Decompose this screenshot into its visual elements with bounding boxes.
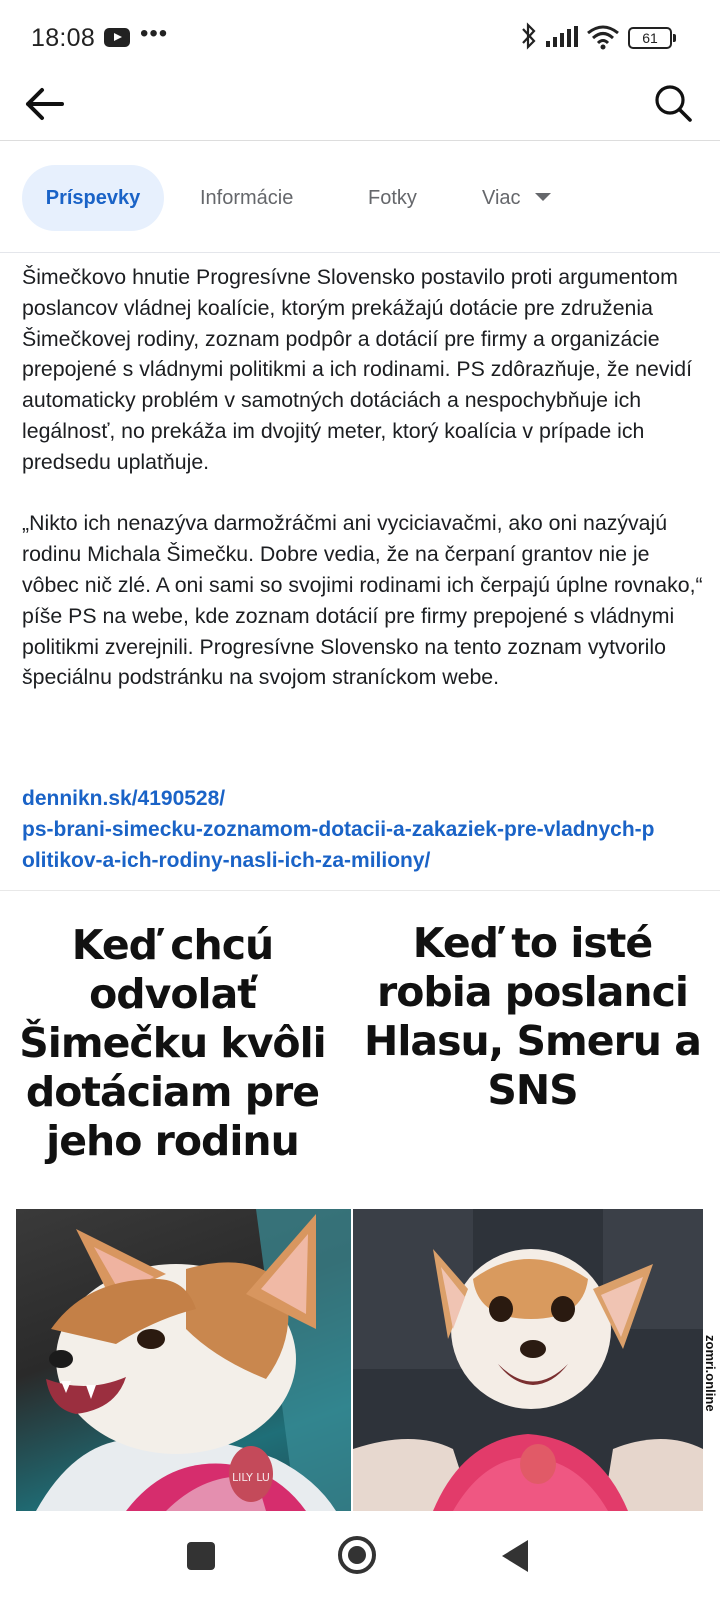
wifi-icon [586,24,620,50]
status-bar [0,0,720,78]
smiling-chihuahua-illustration [353,1209,703,1511]
angry-dog-photo [16,1209,351,1511]
tab-info[interactable]: Informácie [200,187,294,209]
youtube-icon [104,28,130,47]
tab-more-label: Viac [482,187,521,209]
back-triangle-icon[interactable] [502,1540,528,1572]
post-paragraph: Šimečkovo hnutie Progresívne Slovensko postavilo proti argumentom poslancov vládnej koalície, ktorým prekážajú dotácie pre združenia Šimečkovej rodiny, zoznam podpôr a dotácií pre firmy a organizácie prepojené s vládnymi politikmi a ich rodinami. PS zdôrazňuje, že nevidí automaticky problém v samotných dotáciách a nespochybňuje ich legálnosť, no prekáža im dvojitý meter, ktorý koalícia v prípade ich predsedu uplatňuje. [22,265,692,474]
signal-icon [546,26,580,48]
angry-chihuahua-illustration [16,1209,351,1511]
tab-more[interactable] [482,165,551,231]
arrow-left-icon[interactable] [22,82,68,126]
chevron-down-icon [535,193,551,201]
more-dots-icon: ••• [140,20,169,47]
link-line: olitikov-a-ich-rodiny-nasli-ich-za-miliony/ [22,848,431,872]
tab-posts[interactable]: Príspevky [22,165,164,231]
profile-tabs [0,141,720,253]
dog-tag-text: LILY LU [232,1471,270,1484]
smiling-dog-photo [353,1209,703,1511]
page-header [0,78,720,141]
post-paragraph: „Nikto ich nenazýva darmožráčmi ani vyciciavačmi, ako oni nazývajú rodinu Michala Šimečku. Dobre vedia, že na čerpaní grantov nie je vôbec nič zlé. A oni sami so svojimi rodinami ich čerpajú úplne rovnako,“ píše PS na webe, kde zoznam dotácií pre firmy prepojené s vládnymi politikmi zverejnili. Progresívne Slovensko na tento zoznam vytvorilo špeciálnu podstránku na svojom straníckom webe. [22,511,703,690]
battery-icon: 61 [628,27,672,49]
home-circle-icon[interactable] [338,1536,376,1574]
status-time: 18:08 [31,24,96,52]
post-body [22,262,712,693]
watermark: zomri.online [703,1335,718,1412]
post-link[interactable] [22,784,720,876]
search-icon[interactable] [652,82,694,124]
link-line: dennikn.sk/4190528/ [22,787,226,810]
system-nav-bar [0,1520,720,1600]
meme-caption-left: Keď chcú odvolať Šimečku kvôli dotáciam pre jeho rodinu [19,921,326,1165]
tab-photos[interactable]: Fotky [368,187,417,209]
post-image[interactable] [0,891,720,1520]
bluetooth-icon [520,22,538,50]
link-line: ps-brani-simecku-zoznamom-dotacii-a-zakaziek-pre-vladnych-p [22,817,655,841]
recents-square-icon[interactable] [187,1542,215,1570]
meme-caption-right: Keď to isté robia poslanci Hlasu, Smeru a SNS [364,919,701,1114]
